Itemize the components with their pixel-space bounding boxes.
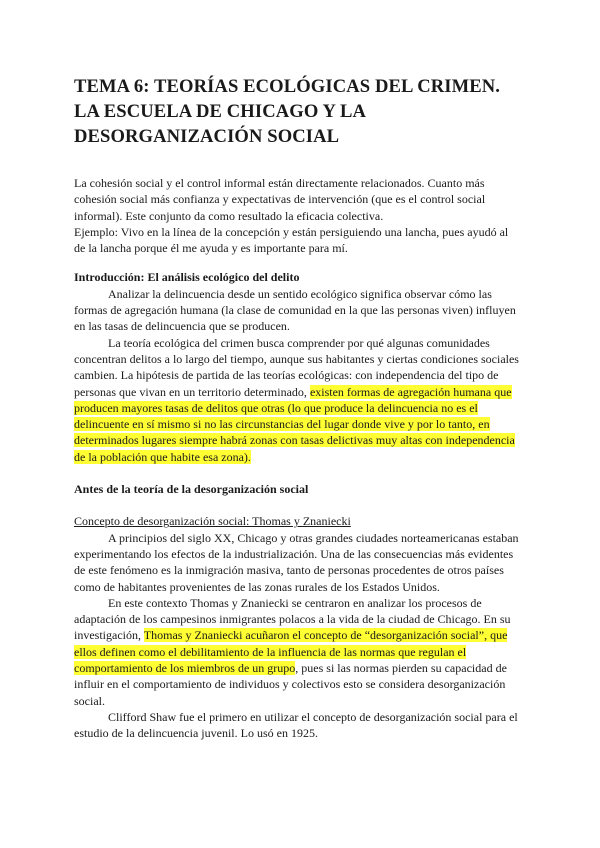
section2-paragraph-2-text-b: , pues si las normas pierden su capacidad de influir en el comportamiento de individuos y colectivos esto se considera desorganización social. — [74, 661, 507, 708]
section2-paragraph-1: A principios del siglo XX, Chicago y otras grandes ciudades norteamericanas estaban experimentando los efectos de la industrialización. Una de las consecuencias más evidentes de este fenómeno es la inmigración masiva, tanto de personas procedentes de otros países como de habitantes provenientes de las zonas rurales de los Estados Unidos. — [74, 530, 519, 594]
highlighted-text: existen formas de agregación humana que producen mayores tasas de delitos que otras (lo que produce la delincuencia no es el delincuente en sí mismo si no las circunstancias del lugar donde vive y por lo tanto, en determinados lugares siempre habrá zonas con tasas delictivas muy altas con independencia de la población que habite esa zona). — [74, 384, 515, 464]
section1-paragraph-2 — [74, 335, 520, 465]
example-paragraph: Ejemplo: Vivo en la línea de la concepción y están persiguiendo una lancha, pues ayudó al de la lancha porque él me ayuda y es importante para mí. — [74, 224, 509, 256]
section-heading-before-theory: Antes de la teoría de la desorganización social — [74, 482, 309, 497]
section-heading-introduction: Introducción: El análisis ecológico del delito — [74, 270, 300, 285]
document-title: TEMA 6: TEORÍAS ECOLÓGICAS DEL CRIMEN. LA ESCUELA DE CHICAGO Y LA DESORGANIZACIÓN SOCIAL — [74, 76, 501, 147]
section2-paragraph-3: Clifford Shaw fue el primero en utilizar el concepto de desorganización social para el estudio de la delincuencia juvenil. Lo usó en 1925. — [74, 709, 518, 741]
section2-paragraph-2-text-a: En este contexto Thomas y Znaniecki se centraron en analizar los procesos de adaptación de los campesinos inmigrantes polacos a la vida de la ciudad de Chicago. En su investigación, — [74, 595, 511, 643]
subsection-heading-thomas-znaniecki: Concepto de desorganización social: Thomas y Znaniecki — [74, 514, 351, 529]
section1-paragraph-2-text: La teoría ecológica del crimen busca comprender por qué algunas comunidades concentran delitos a lo largo del tiempo, aunque sus habitantes y ciertas condiciones sociales cambien. La hipótesis de partida de las teorías ecológicas: con independencia del tipo de personas que vivan en un territorio determinado, — [74, 335, 519, 399]
spacer — [74, 497, 520, 513]
spacer — [74, 465, 520, 481]
highlighted-text: Thomas y Znaniecki acuñaron el concepto de “desorganización social”, que ellos definen como el debilitamiento de la influencia de las normas que regulan el comportamiento de los miembros de un grupo — [74, 628, 508, 676]
section1-paragraph-1: Analizar la delincuencia desde un sentido ecológico significa observar cómo las formas de agregación humana (la clase de comunidad en la que las personas viven) influyen en las tasas de delincuencia que se producen. — [74, 286, 516, 334]
intro-paragraph: La cohesión social y el control informal están directamente relacionados. Cuanto más cohesión social más confianza y expectativas de intervención (que es el control social informal). Este conjunto da como resultado la eficacia colectiva. — [74, 176, 486, 223]
section2-paragraph-2 — [74, 595, 520, 709]
